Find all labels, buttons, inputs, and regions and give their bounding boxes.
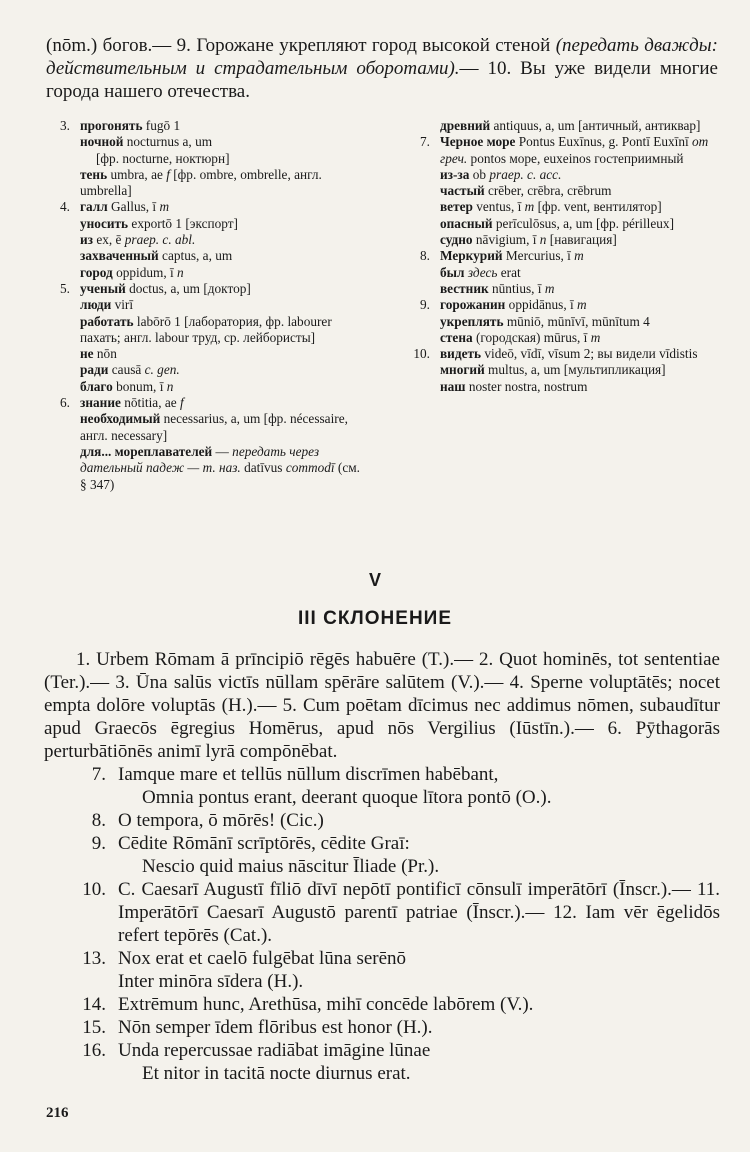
vocab-line	[80, 248, 362, 264]
exercise-line: Nescio quid maius nāscitur Īliade (Pr.).	[142, 856, 440, 877]
vocab-grammar-note: n	[177, 264, 184, 280]
vocab-entry-right-2	[404, 248, 716, 297]
section-number: V	[368, 570, 381, 590]
exercise-item-3	[44, 878, 720, 947]
vocab-translation: videō, vīdī, vīsum 2; вы видели vīdistis	[481, 346, 698, 362]
vocab-line	[440, 314, 716, 330]
vocab-line	[440, 183, 716, 199]
vocab-headword: судно	[440, 232, 473, 248]
vocab-line	[80, 118, 362, 134]
vocab-line	[440, 134, 716, 167]
vocab-translation: [фр. ombre, ombrelle, англ. umbrella]	[80, 166, 322, 199]
vocab-line	[440, 330, 716, 346]
vocab-grammar-note: m	[524, 199, 535, 215]
vocab-translation: necessarius, a, um [фр. nécessaire, англ. necessary]	[80, 411, 348, 443]
exercise-item-7	[44, 1039, 720, 1085]
vocab-translation: doctus, a, um [доктор]	[125, 280, 251, 296]
vocab-grammar-note: praep. c. acc.	[489, 166, 562, 182]
vocab-grammar-note: здесь	[467, 264, 498, 280]
exercise-item-1	[44, 809, 720, 832]
vocab-headword: галл	[80, 199, 108, 215]
vocab-translation: nūntius, ī	[488, 280, 545, 296]
vocab-line	[80, 362, 362, 378]
vocab-headword: частый	[440, 183, 485, 199]
vocab-translation: nocturnus a, um	[123, 134, 213, 150]
vocab-entry-number: 8.	[420, 248, 430, 264]
vocab-grammar-note: от греч.	[440, 134, 709, 166]
vocab-translation: nōn	[93, 346, 117, 362]
vocab-entry-left-3	[44, 395, 362, 493]
vocab-grammar-note: m	[574, 248, 584, 264]
vocab-headword: ученый	[80, 280, 126, 296]
exercise-item-4	[44, 947, 720, 993]
exercise-line: Cēdite Rōmānī scrīptōrēs, cēdite Graī:	[118, 833, 410, 854]
vocab-line	[80, 297, 362, 313]
vocab-translation: virī	[111, 297, 134, 313]
vocab-headword: прогонять	[80, 118, 143, 133]
vocab-entry-right-0	[404, 118, 716, 134]
vocab-line	[440, 216, 716, 232]
vocab-line	[80, 346, 362, 362]
exercise-item-2	[44, 832, 720, 878]
vocab-translation: oppidānus, ī	[505, 297, 577, 313]
vocab-translation: bonum, ī	[112, 378, 167, 394]
vocab-line	[440, 232, 716, 248]
exercise-block	[44, 648, 720, 1085]
vocab-headword: ветер	[440, 199, 473, 215]
vocab-grammar-note: m	[590, 329, 601, 345]
vocab-headword: многий	[440, 362, 485, 378]
vocab-translation: causā	[108, 362, 145, 378]
vocab-entry-number: 10.	[413, 346, 430, 362]
vocab-translation: Mercurius, ī	[502, 248, 575, 264]
vocab-translation: fugō 1	[142, 118, 181, 133]
vocab-translation: ventus, ī	[472, 199, 525, 215]
vocab-headword: не	[80, 346, 94, 362]
vocab-translation: noster nostra, nostrum	[465, 378, 588, 394]
vocab-translation: perīculōsus, a, um [фр. périlleux]	[492, 215, 675, 231]
vocab-translation: (см. § 347)	[80, 460, 360, 492]
vocab-grammar-note: praep. c. abl.	[124, 232, 196, 248]
vocab-line	[440, 297, 716, 313]
exercise-paragraph: 1. Urbem Rōmam ā prīncipiō rēgēs habuēre (T.).— 2. Quot hominēs, tot sententiae (Ter.).— 3. Ūna salūs victīs nūllam spērāre salūtem (V.).— 4. Sperne voluptātēs; nocet empta dolōre voluptās (H.).— 5. Cum poētam dīcimus nec addimus nōmen, subaudītur apud Graecōs ēgregius Homērus, apud nōs Vergilius (Iūstīn.).— 6. Pȳthagorās perturbātiōnēs animī lyrā compōnēbat.	[44, 649, 720, 762]
page-number: 216	[46, 1105, 69, 1121]
vocab-line	[80, 411, 362, 444]
vocab-grammar-note: c. gen.	[144, 362, 180, 378]
vocab-translation: antiquus, a, um [античный, антиквар]	[490, 118, 701, 133]
exercise-line: Unda repercussae radiābat imāgine lūnae	[118, 1040, 431, 1061]
vocab-line	[440, 265, 716, 281]
vocab-translation: nāvigium, ī	[472, 232, 540, 248]
exercise-item-number: 9.	[91, 833, 106, 854]
vocab-translation: pontos море, euxeinos гостеприимный	[467, 150, 684, 166]
vocab-grammar-note: передать через дательный падеж — т. наз.	[80, 443, 320, 476]
vocab-translation: labōrō 1 [лаборатория, фр. labourer пахать; англ. labour труд, ср. лейбористы]	[80, 313, 332, 345]
vocab-translation: (городская) mūrus, ī	[472, 329, 591, 345]
vocab-headword: опасный	[440, 215, 493, 231]
vocab-line	[440, 379, 716, 395]
vocab-line	[440, 118, 716, 134]
vocab-translation: ob	[469, 166, 490, 182]
vocab-headword: уносить	[80, 215, 129, 231]
vocab-headword: Меркурий	[440, 248, 503, 264]
vocab-entry-right-4	[404, 346, 716, 395]
vocab-translation: ex, ē	[93, 232, 125, 248]
top-paragraph	[46, 34, 718, 103]
vocab-entry-right-1	[404, 134, 716, 248]
vocab-entry-number: 6.	[60, 395, 70, 411]
vocab-translation: mūniō, mūnīvī, mūnītum 4	[503, 313, 650, 329]
exercise-line: O tempora, ō mōrēs! (Cic.)	[118, 810, 324, 831]
vocab-headword: из	[80, 232, 94, 248]
vocab-headword: Черное море	[440, 134, 516, 150]
vocab-grammar-note: m	[159, 199, 170, 215]
vocab-headword: ночной	[80, 134, 124, 150]
vocab-grammar-note: m	[544, 280, 555, 296]
vocab-entry-right-3	[404, 297, 716, 346]
vocab-line	[440, 346, 716, 362]
exercise-item-6	[44, 1016, 720, 1039]
vocab-translation: [фр. nocturne, ноктюрн]	[96, 150, 230, 166]
vocab-line	[440, 248, 716, 264]
section-title: III СКЛОНЕНИЕ	[298, 608, 452, 629]
vocab-line	[80, 444, 362, 493]
exercise-item-number: 8.	[91, 810, 106, 831]
vocab-headword: необходимый	[80, 411, 161, 427]
exercise-item-5	[44, 993, 720, 1016]
vocab-headword: вестник	[440, 280, 489, 296]
exercise-item-number: 7.	[91, 764, 106, 785]
vocab-line	[440, 281, 716, 297]
vocab-translation: captus, a, um	[158, 248, 233, 264]
vocab-headword: наш	[440, 378, 466, 394]
vocab-translation: [навигация]	[546, 232, 617, 248]
vocab-grammar-note: f	[166, 166, 170, 182]
exercise-items	[44, 763, 720, 1085]
vocab-entry-number: 4.	[60, 199, 70, 215]
exercise-line: Nox erat et caelō fulgēbat lūna serēnō	[118, 948, 407, 969]
vocab-translation: nōtitia, ae	[120, 395, 180, 411]
exercise-line: Omnia pontus erant, deerant quoque lītora pontō (O.).	[142, 787, 552, 808]
exercise-line: Iamque mare et tellūs nūllum discrīmen habēbant,	[118, 764, 499, 785]
vocab-grammar-note: f	[179, 395, 184, 411]
vocab-headword: люди	[80, 297, 112, 313]
top-paragraph-text: (nōm.) богов.— 9. Горожане укрепляют город высокой стеной	[46, 35, 556, 56]
vocab-line	[80, 314, 362, 347]
exercise-item-number: 14.	[82, 994, 106, 1015]
vocab-headword: стена	[440, 329, 473, 345]
exercise-item-number: 15.	[82, 1017, 106, 1038]
vocab-headword: видеть	[440, 346, 482, 362]
vocab-headword: древний	[440, 118, 491, 133]
vocab-headword: тень	[80, 166, 108, 182]
vocab-entry-left-1	[44, 199, 362, 280]
vocab-headword: укреплять	[440, 313, 504, 329]
vocab-line	[80, 379, 362, 395]
vocab-headword: для... мореплавателей	[80, 443, 213, 459]
vocab-line	[80, 199, 362, 215]
vocab-line	[80, 395, 362, 411]
vocab-headword: горожанин	[440, 297, 506, 313]
vocab-entry-number: 9.	[420, 297, 430, 313]
vocab-translation: erat	[497, 264, 521, 280]
vocab-headword: город	[80, 264, 113, 280]
exercise-item-number: 13.	[82, 948, 106, 969]
vocab-headword: работать	[80, 313, 134, 329]
vocab-line	[80, 216, 362, 232]
vocab-headword: захваченный	[80, 248, 159, 264]
vocab-translation: [фр. vent, вентилятор]	[534, 199, 662, 215]
vocab-line	[80, 281, 362, 297]
vocab-translation: Gallus, ī	[107, 199, 160, 215]
vocab-translation: exportō 1 [экспорт]	[128, 215, 238, 231]
vocab-line	[440, 199, 716, 215]
vocab-translation: Pontus Euxīnus, g. Pontī Euxīnī	[515, 134, 692, 150]
exercise-line: Et nitor in tacitā nocte diurnus erat.	[142, 1063, 411, 1084]
vocab-translation: crēber, crēbra, crēbrum	[484, 183, 612, 199]
vocab-headword: знание	[80, 395, 121, 411]
exercise-item-0	[44, 763, 720, 809]
vocab-line	[80, 167, 362, 200]
vocabulary-right-column	[404, 118, 716, 395]
vocabulary-left-column	[44, 118, 362, 493]
vocab-line	[80, 232, 362, 248]
vocab-entry-left-2	[44, 281, 362, 395]
vocab-line	[80, 151, 362, 167]
vocab-translation: datīvus	[240, 460, 286, 476]
vocab-grammar-note: n	[166, 378, 174, 394]
vocab-grammar-note: m	[577, 297, 587, 313]
exercise-line: Extrēmum hunc, Arethūsa, mihī concēde labōrem (V.).	[118, 994, 534, 1015]
top-paragraph-end: — 10. Вы уже видели многие города нашего отечества.	[46, 58, 718, 102]
vocab-translation: oppidum, ī	[112, 264, 178, 280]
vocab-translation: multus, a, um [мультипликация]	[484, 362, 666, 378]
vocab-translation: —	[212, 443, 233, 459]
exercise-item-number: 16.	[82, 1040, 106, 1061]
vocab-entry-number: 3.	[60, 118, 70, 133]
vocab-line	[80, 134, 362, 150]
top-paragraph-italic: (передать дважды: действительным и страдательным оборотами).	[46, 35, 718, 79]
exercise-line: Inter minōra sīdera (H.).	[118, 971, 304, 992]
vocab-headword: благо	[80, 378, 113, 394]
vocab-translation: umbra, ae	[107, 166, 167, 182]
exercise-line: C. Caesarī Augustī fīliō dīvī nepōtī pontificī cōnsulī imperātōrī (Īnscr.).— 11. Imperātōrī Caesarī Augustō parentī patriae (Īnscr.).— 12. Iam vēr ēgelidōs refert tepōrēs (Cat.).	[118, 879, 720, 946]
vocab-entry-number: 5.	[60, 280, 70, 296]
vocab-entry-number: 7.	[420, 134, 430, 150]
exercise-item-number: 10.	[82, 879, 106, 900]
vocab-grammar-note: commodī	[285, 460, 335, 476]
vocab-line	[440, 167, 716, 183]
vocab-headword: из-за	[440, 166, 470, 182]
vocab-headword: был	[440, 264, 465, 280]
vocab-headword: ради	[80, 362, 109, 378]
vocab-grammar-note: n	[539, 232, 547, 248]
vocab-line	[80, 265, 362, 281]
exercise-line: Nōn semper īdem flōribus est honor (H.).	[118, 1017, 433, 1038]
vocab-line	[440, 362, 716, 378]
vocab-entry-left-0	[44, 118, 362, 199]
